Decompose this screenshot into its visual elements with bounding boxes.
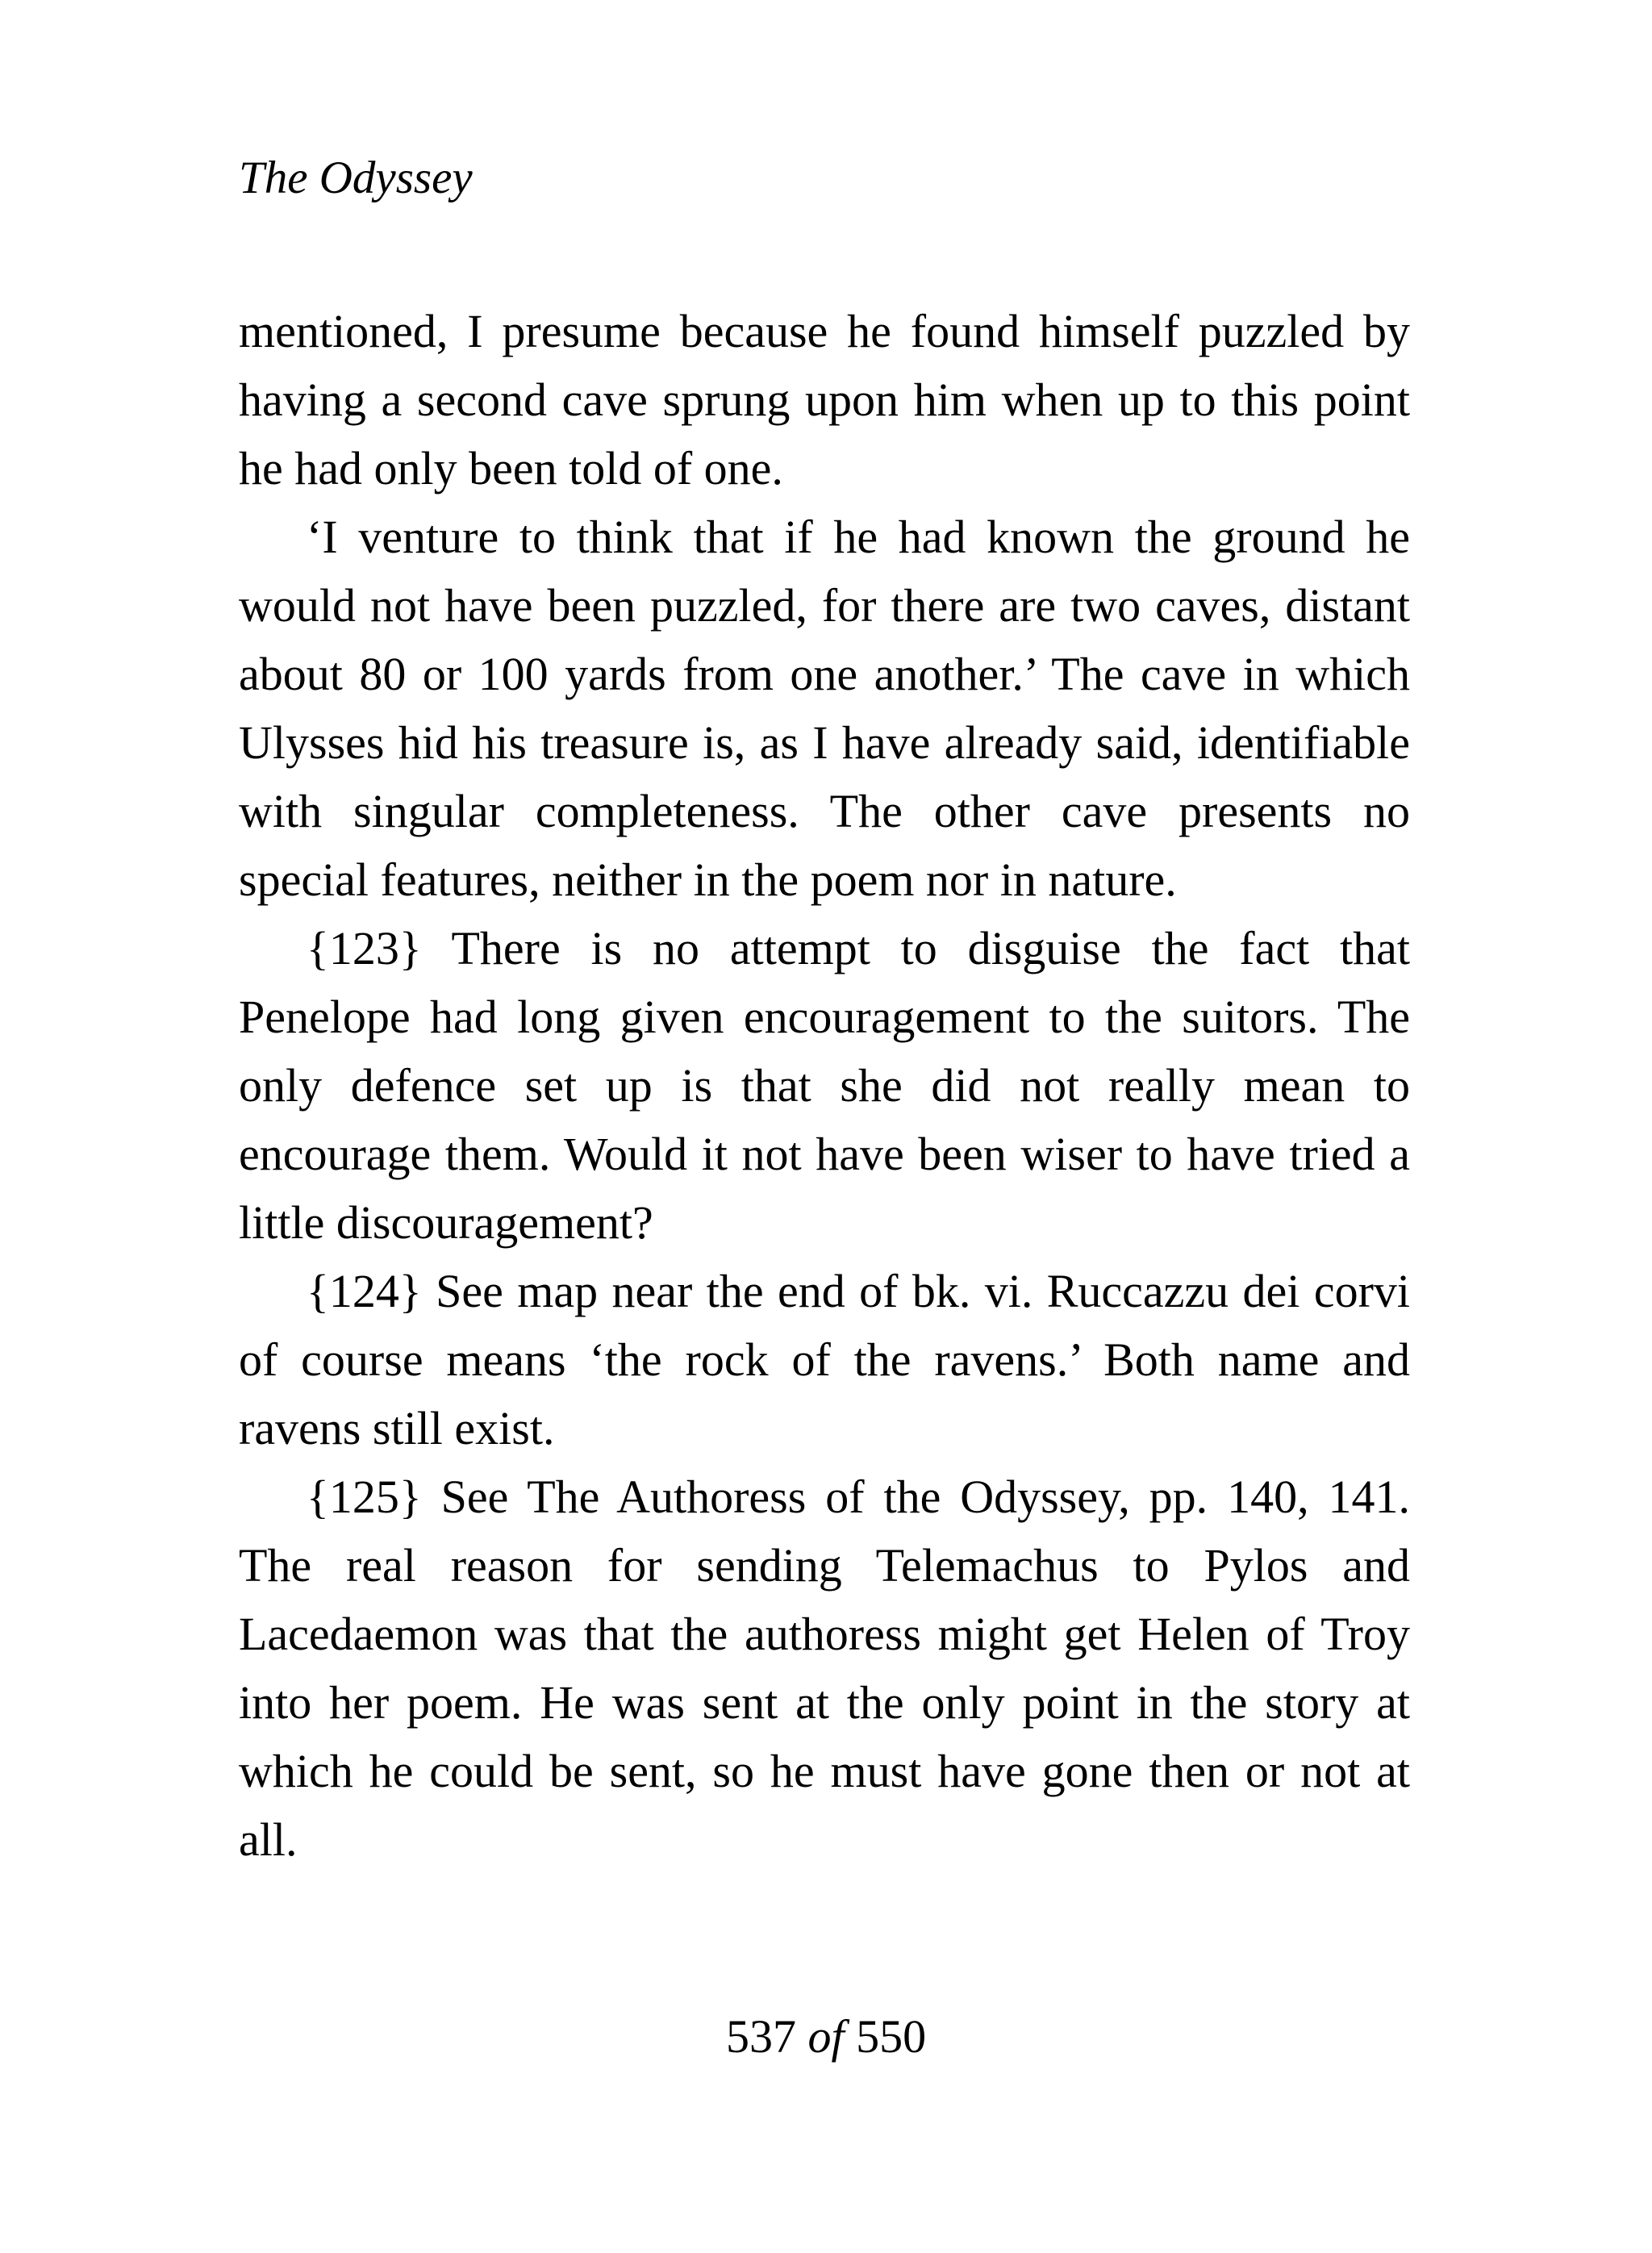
- running-title: The Odyssey: [239, 152, 473, 203]
- paragraph-note-125: {125} See The Authoress of the Odyssey, pp. 140, 141. The real reason for sending Telemachus to Pylos and Lacedaemon was that the authoress might get Helen of Troy into her poem. He was sent at the only point in the story at which he could be sent, so he must have gone then or not at all.: [239, 1471, 1410, 1866]
- page-number: [0, 2009, 1652, 2065]
- body-text: [239, 297, 1410, 1874]
- page-number-current: 537: [725, 2010, 796, 2063]
- page-number-total: 550: [856, 2010, 927, 2063]
- paragraph-note-123: {123} There is no attempt to disguise the fact that Penelope had long given encouragement to the suitors. The only defence set up is that she did not really mean to encourage them. Would it not have been wiser to have tried a little discouragement?: [239, 922, 1410, 1249]
- paragraph-quote: ‘I venture to think that if he had known the ground he would not have been puzzled, for there are two caves, distant about 80 or 100 yards from one another.’ The cave in which Ulysses hid his treasure is, as I have already said, identifiable with singular completeness. The other cave presents no special features, neither in the poem nor in nature.: [239, 511, 1410, 906]
- page-number-of: of: [807, 2010, 845, 2063]
- paragraph-note-124: {124} See map near the end of bk. vi. Ruccazzu dei corvi of course means ‘the rock of the ravens.’ Both name and ravens still exist.: [239, 1265, 1410, 1454]
- paragraph-continuation: mentioned, I presume because he found himself puzzled by having a second cave sprung upon him when up to this point he had only been told of one.: [239, 305, 1410, 494]
